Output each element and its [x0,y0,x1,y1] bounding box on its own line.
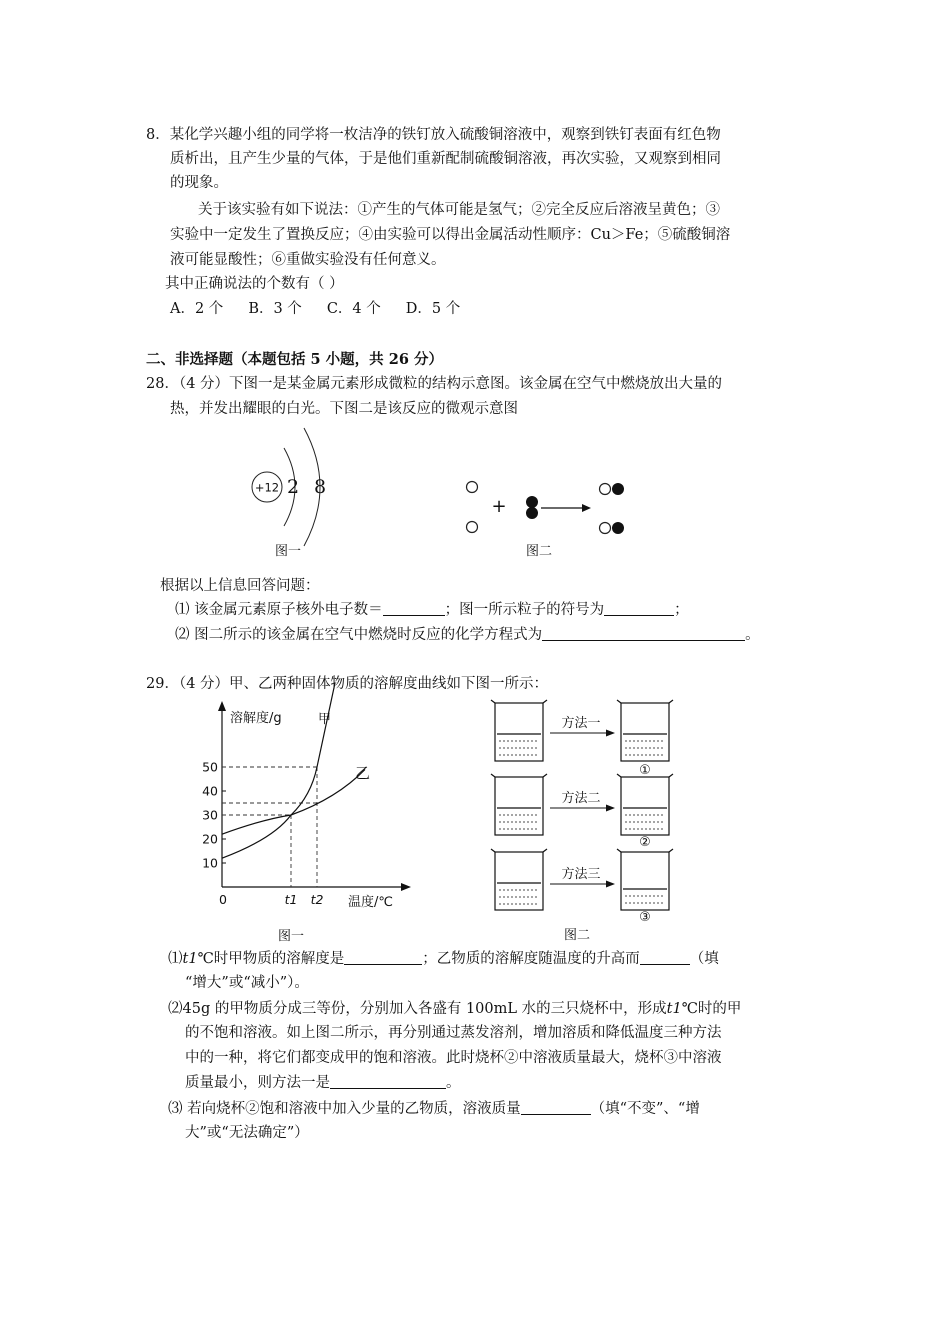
shell-2-electrons: 8 [313,476,327,498]
q29-sub-3-line-1: ⑶ 若向烧杯②饱和溶液中加入少量的乙物质，溶液质量 （填“不变”、“增 [168,1101,700,1117]
o2-atom-bottom [526,507,538,519]
beaker-2-number: ② [639,835,651,850]
curve-yi [222,769,365,834]
series-label-jia: 甲 [318,712,332,727]
q29-sub-1-line-1: ⑴t1℃时甲物质的溶解度是 ；乙物质的溶解度随温度的升高而 （填 [168,951,719,967]
curve-jia [222,683,335,858]
nucleus-charge: +12 [254,480,280,495]
q28-intro: 根据以上信息回答问题： [160,578,320,594]
q8-line-6: 液可能显酸性；⑥重做实验没有任何意义。 [170,252,446,268]
q29-sub-2-line-2: 的不饱和溶液。如上图二所示，再分别通过蒸发溶剂，增加溶质和降低温度三种方法 [185,1025,722,1041]
q8-line-3: 的现象。 [170,175,228,191]
q8-line-7: 其中正确说法的个数有（ ） [165,276,344,292]
q8-option-d[interactable]: D．5 个 [405,301,461,317]
q8-line-1: 8．某化学兴趣小组的同学将一枚洁净的铁钉放入硫酸铜溶液中，观察到铁钉表面有红色物 [146,127,721,143]
reaction-micro-diagram [455,470,640,562]
beakers-diagram [485,695,685,950]
mgo-mg-bottom [600,523,611,534]
method-3-label: 方法三 [561,867,601,882]
blank-particle-symbol[interactable] [604,600,674,616]
y-tick-label-30: 30 [202,807,218,823]
q29-sub-1-line-2: “增大”或“减小”）。 [185,975,309,991]
fig2-caption: 图二 [525,544,553,559]
beaker-2-after [617,774,673,835]
series-label-yi: 乙 [355,764,371,782]
q28-line-2: 热，并发出耀眼的白光。下图二是该反应的微观示意图 [170,401,518,417]
mg-atom-bottom [467,522,478,533]
method-1-label: 方法一 [561,716,601,731]
mgo-o-top [612,483,624,495]
x-tick-label-t1: t1 [284,892,298,907]
y-tick-label-50: 50 [202,759,218,775]
q28-sub-2: ⑵ 图二所示的该金属在空气中燃烧时反应的化学方程式为 。 [175,627,760,643]
q8-option-a[interactable]: A．2 个 [170,301,224,317]
beaker-1-after [617,700,673,761]
blank-solution-mass[interactable] [521,1099,591,1115]
atom-structure-diagram [240,420,360,565]
x-axis-label: 温度/℃ [348,895,393,910]
q8-line-5: 实验中一定发生了置换反应；④由实验可以得出金属活动性顺序：Cu＞Fe；⑤硫酸铜溶 [170,227,731,243]
section2-title: 二、非选择题（本题包括 5 小题，共 26 分） [146,351,443,368]
y-tick-label-20: 20 [202,831,218,847]
mgo-o-bottom [612,522,624,534]
beaker-3-before [491,849,547,910]
y-tick-label-10: 10 [202,855,218,871]
fig1-caption: 图一 [274,544,302,559]
beakers-caption: 图二 [563,928,591,943]
q8-option-b[interactable]: B．3 个 [248,301,302,317]
method-2-label: 方法二 [561,791,601,806]
blank-yi-trend[interactable] [640,949,690,965]
beaker-2-before [491,774,547,835]
mgo-mg-top [600,484,611,495]
o2-atom-top [526,496,538,508]
beaker-1-number: ① [639,763,651,778]
blank-chemical-equation[interactable] [542,625,745,641]
q28-sub-1: ⑴ 该金属元素原子核外电子数＝ ；图一所示粒子的符号为 ； [175,602,689,618]
q8-line-2: 质析出，且产生少量的气体，于是他们重新配制硫酸铜溶液，再次实验，又观察到相同 [170,151,721,167]
solubility-chart [195,700,425,950]
shell-1-electrons: 2 [286,476,300,498]
x-tick-label-t2: t2 [310,892,324,907]
y-tick-label-40: 40 [202,783,218,799]
blank-solubility-t1[interactable] [344,949,422,965]
beaker-3-after [617,849,673,910]
chart-caption: 图一 [277,929,305,944]
q29-sub-2-line-4: 质量最小，则方法一是 。 [185,1075,461,1091]
plus-sign: + [491,496,507,517]
q29-title: 29．（4 分）甲、乙两种固体物质的溶解度曲线如下图一所示： [146,676,549,692]
y-axis-label: 溶解度/g [230,711,282,726]
q8-line-4: 关于该实验有如下说法：①产生的气体可能是氢气；②完全反应后溶液呈黄色；③ [198,202,720,218]
blank-method-one[interactable] [330,1073,446,1089]
q8-option-c[interactable]: C．4 个 [326,301,381,317]
q8-options [170,298,460,320]
q29-sub-3-line-2: 大”或“无法确定”） [185,1125,309,1141]
q29-sub-2-line-1: ⑵45g 的甲物质分成三等份，分别加入各盛有 100mL 水的三只烧杯中，形成t1℃时的甲 [168,1001,742,1017]
mg-atom-top [467,482,478,493]
beaker-1-before [491,700,547,761]
beaker-3-number: ③ [639,910,651,925]
blank-electron-count[interactable] [383,600,445,616]
q28-line-1: 28．（4 分）下图一是某金属元素形成微粒的结构示意图。该金属在空气中燃烧放出大量的 [146,376,723,392]
x-tick-label-0: 0 [219,892,227,907]
q29-sub-2-line-3: 中的一种，将它们都变成甲的饱和溶液。此时烧杯②中溶液质量最大，烧杯③中溶液 [185,1050,722,1066]
